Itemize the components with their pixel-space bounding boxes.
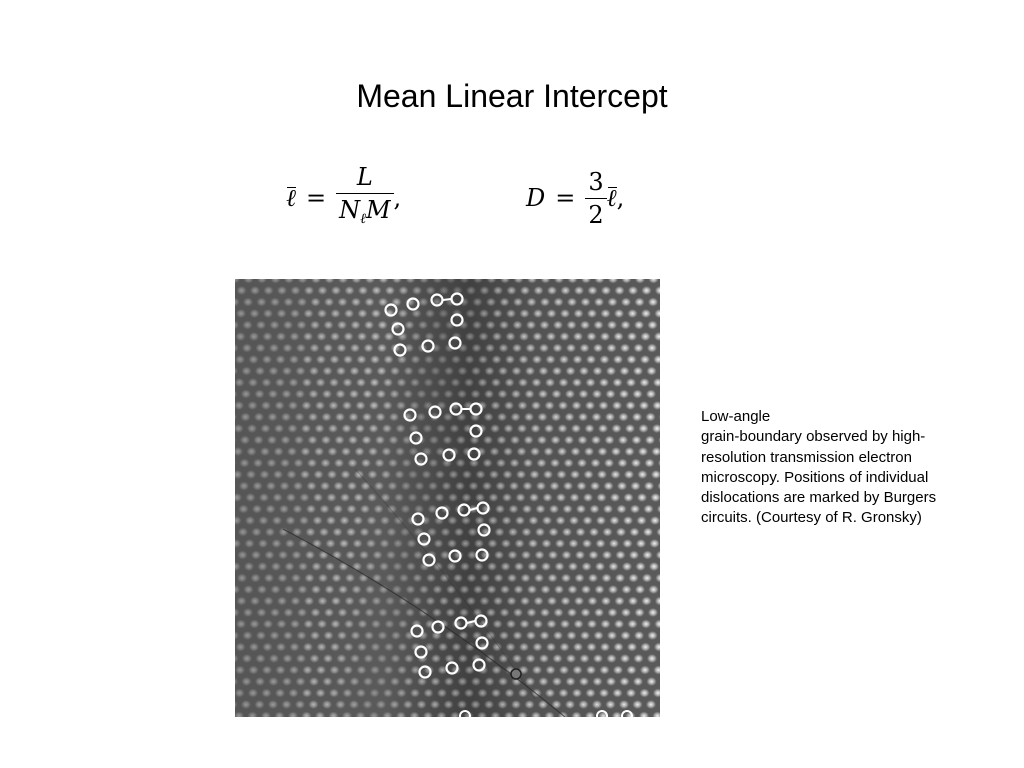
fraction-numerator: L — [356, 163, 373, 191]
burgers-circuit-marker — [511, 669, 521, 679]
denominator-n: N — [339, 196, 361, 224]
fraction-denominator: 2 — [585, 198, 606, 230]
formula-comma: , — [616, 184, 625, 212]
formula-comma: , — [393, 184, 402, 212]
caption-first-line: Low-angle — [701, 408, 771, 425]
figure-caption — [701, 407, 971, 529]
burgers-circuit-connector — [443, 299, 451, 300]
mean-intercept-formula — [286, 163, 401, 233]
slide-title: Mean Linear Intercept — [356, 78, 668, 114]
equals-sign: = — [306, 184, 327, 212]
fraction-denominator — [336, 193, 393, 234]
denominator-m: M — [365, 196, 391, 224]
denominator-subscript: ℓ — [360, 211, 366, 227]
ell-bar-symbol: ℓ — [606, 183, 617, 212]
fraction — [336, 162, 393, 234]
boundary-shading — [235, 279, 660, 717]
hrtem-micrograph — [235, 279, 660, 717]
grain-size-formula — [526, 163, 624, 233]
fraction-numerator: 3 — [588, 167, 604, 196]
ell-bar-symbol: ℓ — [286, 183, 296, 212]
equals-sign: = — [555, 184, 576, 212]
grain-size-symbol: D — [526, 184, 546, 212]
caption-body: grain-boundary observed by high-resolution transmission electron microscopy. Positions of individual dislocations are marked by Burgers circuits. (Courtesy of R. Gronsky) — [701, 428, 937, 527]
fraction — [585, 167, 606, 230]
